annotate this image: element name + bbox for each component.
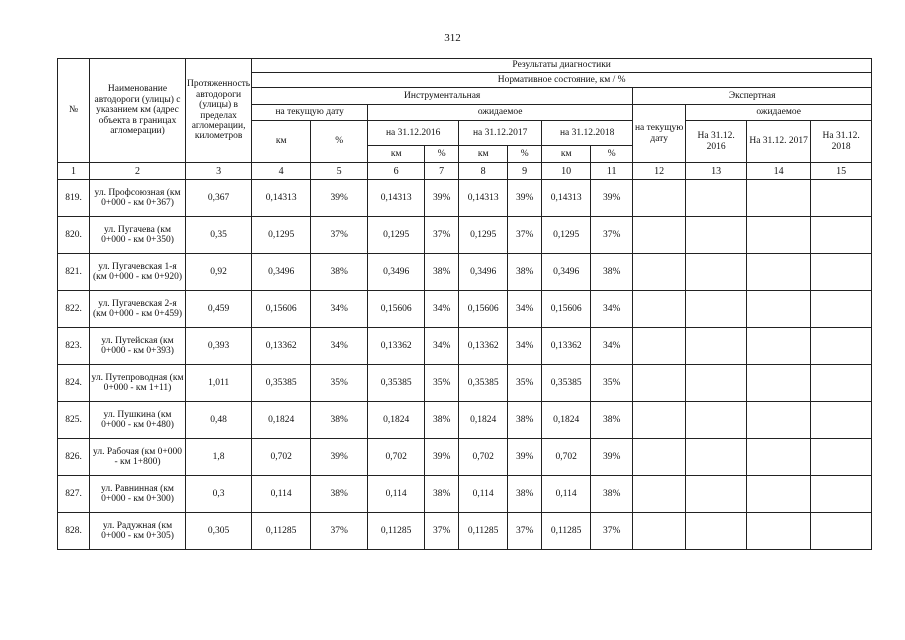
- expert-2016-cell: [686, 217, 747, 254]
- km-current: 0,15606: [252, 291, 311, 328]
- road-length: 0,305: [186, 513, 252, 550]
- km-2016: 0,3496: [368, 254, 425, 291]
- pct-2018: 38%: [591, 476, 633, 513]
- pct-2016: 34%: [425, 328, 459, 365]
- road-name: ул. Профсоюзная (км 0+000 - км 0+367): [90, 180, 186, 217]
- expert-2018-cell: [811, 365, 872, 402]
- table-row: [58, 402, 872, 439]
- expert-2016-cell: [686, 328, 747, 365]
- pct-2017: 37%: [508, 513, 542, 550]
- table-row: [58, 365, 872, 402]
- expert-current-cell: [633, 513, 686, 550]
- km-current: 0,114: [252, 476, 311, 513]
- pct-current: 34%: [311, 291, 368, 328]
- km-2018: 0,702: [542, 439, 591, 476]
- pct-2016: 39%: [425, 439, 459, 476]
- pct-2017: 39%: [508, 180, 542, 217]
- column-number: 10: [542, 163, 591, 180]
- column-number: 11: [591, 163, 633, 180]
- expert-current-cell: [633, 476, 686, 513]
- header-pct-2018: %: [591, 146, 633, 163]
- expert-current-cell: [633, 402, 686, 439]
- expert-2016-cell: [686, 402, 747, 439]
- header-km-now: км: [252, 121, 311, 163]
- pct-2017: 38%: [508, 254, 542, 291]
- row-number: 819.: [58, 180, 90, 217]
- header-on-2016: на 31.12.2016: [368, 121, 459, 146]
- pct-2017: 34%: [508, 291, 542, 328]
- column-number: 14: [747, 163, 811, 180]
- header-km-2016: км: [368, 146, 425, 163]
- road-length: 0,3: [186, 476, 252, 513]
- header-km-2018: км: [542, 146, 591, 163]
- column-number: 8: [459, 163, 508, 180]
- expert-current-cell: [633, 365, 686, 402]
- header-current-date: на текущую дату: [252, 105, 368, 121]
- expert-2018-cell: [811, 180, 872, 217]
- road-length: 1,8: [186, 439, 252, 476]
- pct-current: 38%: [311, 476, 368, 513]
- table-row: [58, 439, 872, 476]
- column-number: 2: [90, 163, 186, 180]
- pct-2017: 38%: [508, 476, 542, 513]
- column-number: 13: [686, 163, 747, 180]
- pct-current: 39%: [311, 180, 368, 217]
- expert-2017-cell: [747, 439, 811, 476]
- pct-2018: 38%: [591, 254, 633, 291]
- road-name: ул. Пугачевская 2-я (км 0+000 - км 0+459): [90, 291, 186, 328]
- header-road-name: Наименование автодороги (улицы) с указанием км (адрес объекта в границах агломерации): [90, 59, 186, 163]
- table-row: [58, 254, 872, 291]
- pct-2018: 39%: [591, 439, 633, 476]
- expert-2018-cell: [811, 513, 872, 550]
- pct-2018: 35%: [591, 365, 633, 402]
- km-2018: 0,1295: [542, 217, 591, 254]
- row-number: 824.: [58, 365, 90, 402]
- expert-current-cell: [633, 180, 686, 217]
- table-row: [58, 513, 872, 550]
- header-expected: ожидаемое: [368, 105, 633, 121]
- km-2016: 0,702: [368, 439, 425, 476]
- header-pct-2016: %: [425, 146, 459, 163]
- header-exp-2018: На 31.12. 2018: [811, 121, 872, 163]
- km-2016: 0,15606: [368, 291, 425, 328]
- row-number: 828.: [58, 513, 90, 550]
- expert-current-cell: [633, 439, 686, 476]
- row-number: 827.: [58, 476, 90, 513]
- column-numbers-row: [58, 163, 872, 180]
- pct-2018: 38%: [591, 402, 633, 439]
- row-number: 821.: [58, 254, 90, 291]
- km-2018: 0,35385: [542, 365, 591, 402]
- km-2018: 0,11285: [542, 513, 591, 550]
- expert-current-cell: [633, 217, 686, 254]
- km-2017: 0,14313: [459, 180, 508, 217]
- pct-current: 35%: [311, 365, 368, 402]
- pct-2018: 37%: [591, 217, 633, 254]
- diagnostics-table: [57, 58, 872, 550]
- road-name: ул. Рабочая (км 0+000 - км 1+800): [90, 439, 186, 476]
- km-current: 0,1824: [252, 402, 311, 439]
- km-2016: 0,1824: [368, 402, 425, 439]
- header-pct-now: %: [311, 121, 368, 163]
- table-row: [58, 328, 872, 365]
- km-2016: 0,14313: [368, 180, 425, 217]
- expert-2018-cell: [811, 402, 872, 439]
- expert-2018-cell: [811, 217, 872, 254]
- column-number: 6: [368, 163, 425, 180]
- km-current: 0,35385: [252, 365, 311, 402]
- km-2018: 0,14313: [542, 180, 591, 217]
- pct-current: 38%: [311, 254, 368, 291]
- expert-current-cell: [633, 291, 686, 328]
- km-2018: 0,114: [542, 476, 591, 513]
- column-number: 9: [508, 163, 542, 180]
- pct-2018: 34%: [591, 328, 633, 365]
- pct-2016: 38%: [425, 254, 459, 291]
- expert-2017-cell: [747, 513, 811, 550]
- km-current: 0,1295: [252, 217, 311, 254]
- expert-2017-cell: [747, 365, 811, 402]
- km-current: 0,14313: [252, 180, 311, 217]
- table-row: [58, 180, 872, 217]
- header-exp-2016: На 31.12. 2016: [686, 121, 747, 163]
- expert-2017-cell: [747, 291, 811, 328]
- table-row: [58, 476, 872, 513]
- expert-2017-cell: [747, 328, 811, 365]
- column-number: 7: [425, 163, 459, 180]
- header-on-2018: на 31.12.2018: [542, 121, 633, 146]
- km-2017: 0,1824: [459, 402, 508, 439]
- expert-2016-cell: [686, 180, 747, 217]
- road-name: ул. Путейская (км 0+000 - км 0+393): [90, 328, 186, 365]
- table-header: [58, 59, 872, 180]
- expert-2016-cell: [686, 476, 747, 513]
- km-2016: 0,114: [368, 476, 425, 513]
- km-2016: 0,11285: [368, 513, 425, 550]
- km-2016: 0,1295: [368, 217, 425, 254]
- km-2018: 0,3496: [542, 254, 591, 291]
- km-2018: 0,15606: [542, 291, 591, 328]
- road-length: 0,393: [186, 328, 252, 365]
- table-row: [58, 217, 872, 254]
- road-name: ул. Пугачева (км 0+000 - км 0+350): [90, 217, 186, 254]
- pct-current: 34%: [311, 328, 368, 365]
- road-length: 1,011: [186, 365, 252, 402]
- road-length: 0,367: [186, 180, 252, 217]
- expert-current-cell: [633, 254, 686, 291]
- pct-2017: 34%: [508, 328, 542, 365]
- pct-2017: 39%: [508, 439, 542, 476]
- road-name: ул. Пугачевская 1-я (км 0+000 - км 0+920): [90, 254, 186, 291]
- expert-2016-cell: [686, 439, 747, 476]
- pct-2017: 37%: [508, 217, 542, 254]
- expert-2017-cell: [747, 180, 811, 217]
- km-2017: 0,1295: [459, 217, 508, 254]
- header-expert-expected: ожидаемое: [686, 105, 872, 121]
- column-number: 15: [811, 163, 872, 180]
- expert-2016-cell: [686, 291, 747, 328]
- expert-2018-cell: [811, 254, 872, 291]
- expert-2018-cell: [811, 439, 872, 476]
- km-2016: 0,35385: [368, 365, 425, 402]
- road-length: 0,92: [186, 254, 252, 291]
- table-row: [58, 291, 872, 328]
- km-2017: 0,13362: [459, 328, 508, 365]
- km-current: 0,11285: [252, 513, 311, 550]
- header-exp-2017: На 31.12. 2017: [747, 121, 811, 163]
- km-2018: 0,1824: [542, 402, 591, 439]
- pct-2017: 35%: [508, 365, 542, 402]
- header-instrumental: Инструментальная: [252, 88, 633, 105]
- expert-2018-cell: [811, 476, 872, 513]
- pct-current: 37%: [311, 217, 368, 254]
- pct-2018: 34%: [591, 291, 633, 328]
- column-number: 12: [633, 163, 686, 180]
- pct-2016: 39%: [425, 180, 459, 217]
- header-length: Протяженность автодороги (улицы) в пределах агломерации, километров: [186, 59, 252, 163]
- road-name: ул. Пушкина (км 0+000 - км 0+480): [90, 402, 186, 439]
- column-number: 1: [58, 163, 90, 180]
- pct-2018: 37%: [591, 513, 633, 550]
- pct-2018: 39%: [591, 180, 633, 217]
- km-2017: 0,3496: [459, 254, 508, 291]
- row-number: 826.: [58, 439, 90, 476]
- expert-2016-cell: [686, 254, 747, 291]
- page-number: 312: [444, 32, 461, 44]
- pct-2017: 38%: [508, 402, 542, 439]
- expert-current-cell: [633, 328, 686, 365]
- column-number: 5: [311, 163, 368, 180]
- expert-2018-cell: [811, 291, 872, 328]
- expert-2016-cell: [686, 365, 747, 402]
- header-on-2017: на 31.12.2017: [459, 121, 542, 146]
- expert-2017-cell: [747, 476, 811, 513]
- expert-2017-cell: [747, 254, 811, 291]
- header-expert: Экспертная: [633, 88, 872, 105]
- expert-2018-cell: [811, 328, 872, 365]
- km-2018: 0,13362: [542, 328, 591, 365]
- km-current: 0,3496: [252, 254, 311, 291]
- pct-current: 39%: [311, 439, 368, 476]
- km-2017: 0,35385: [459, 365, 508, 402]
- column-number: 4: [252, 163, 311, 180]
- header-km-2017: км: [459, 146, 508, 163]
- road-length: 0,48: [186, 402, 252, 439]
- road-name: ул. Равнинная (км 0+000 - км 0+300): [90, 476, 186, 513]
- road-name: ул. Радужная (км 0+000 - км 0+305): [90, 513, 186, 550]
- row-number: 820.: [58, 217, 90, 254]
- road-length: 0,35: [186, 217, 252, 254]
- expert-2016-cell: [686, 513, 747, 550]
- road-length: 0,459: [186, 291, 252, 328]
- km-2017: 0,15606: [459, 291, 508, 328]
- pct-current: 37%: [311, 513, 368, 550]
- row-number: 823.: [58, 328, 90, 365]
- header-results: Результаты диагностики: [252, 59, 872, 73]
- pct-2016: 34%: [425, 291, 459, 328]
- expert-2017-cell: [747, 402, 811, 439]
- km-current: 0,13362: [252, 328, 311, 365]
- pct-2016: 35%: [425, 365, 459, 402]
- header-no: №: [58, 59, 90, 163]
- pct-2016: 38%: [425, 402, 459, 439]
- km-2017: 0,702: [459, 439, 508, 476]
- row-number: 825.: [58, 402, 90, 439]
- road-name: ул. Путепроводная (км 0+000 - км 1+11): [90, 365, 186, 402]
- header-expert-current: на текущую дату: [633, 105, 686, 163]
- row-number: 822.: [58, 291, 90, 328]
- expert-2017-cell: [747, 217, 811, 254]
- header-normative: Нормативное состояние, км / %: [252, 73, 872, 88]
- km-2017: 0,114: [459, 476, 508, 513]
- pct-2016: 37%: [425, 217, 459, 254]
- km-2017: 0,11285: [459, 513, 508, 550]
- km-2016: 0,13362: [368, 328, 425, 365]
- header-pct-2017: %: [508, 146, 542, 163]
- column-number: 3: [186, 163, 252, 180]
- pct-2016: 38%: [425, 476, 459, 513]
- km-current: 0,702: [252, 439, 311, 476]
- pct-2016: 37%: [425, 513, 459, 550]
- pct-current: 38%: [311, 402, 368, 439]
- table-body: [58, 180, 872, 550]
